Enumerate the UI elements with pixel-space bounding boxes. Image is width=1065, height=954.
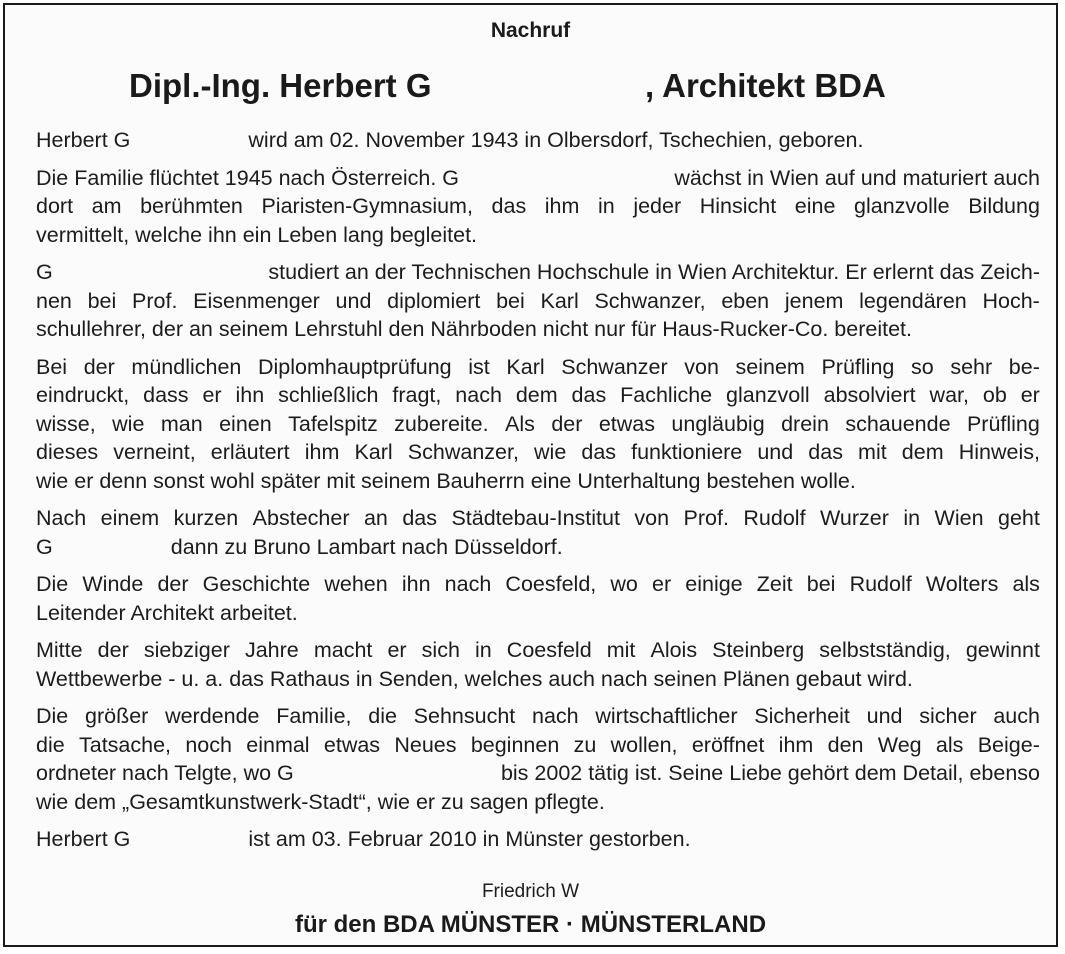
word: einem <box>100 506 160 530</box>
word: wirtschaftlicher <box>595 704 738 728</box>
word: mit <box>606 638 636 662</box>
word: das <box>491 194 527 218</box>
word: dem <box>515 383 558 407</box>
word: wo <box>610 572 638 596</box>
text-line <box>36 533 1040 562</box>
word: Die <box>36 572 69 596</box>
text-line <box>36 665 1040 694</box>
word: werdende <box>165 704 260 728</box>
word: bei <box>87 288 117 313</box>
obituary-heading: Nachruf <box>490 19 571 42</box>
word: selbstständig, <box>819 638 951 662</box>
word: Karl <box>506 354 545 379</box>
word: Wurzer <box>820 506 889 530</box>
word: Die <box>36 704 69 728</box>
obituary-paragraph <box>36 636 1040 693</box>
word: ihm <box>544 194 580 218</box>
word: Fachliche <box>620 383 713 407</box>
word: ihm <box>778 732 814 757</box>
word: größer <box>85 704 149 728</box>
word: Als <box>505 411 535 436</box>
line-segment: Herbert G <box>36 827 131 851</box>
line-segment: studiert an der Technischen Hochschule in Wien Architektur. Er erlernt das Zeich- <box>268 260 1040 284</box>
word: Prüfling <box>966 411 1040 436</box>
line-segment: G <box>36 534 53 559</box>
word: Rudolf <box>849 572 912 596</box>
word: bei <box>806 572 836 596</box>
word: funktioniere <box>631 440 743 464</box>
word: zu <box>573 732 597 757</box>
word: Eisenmenger <box>193 288 320 313</box>
obituary-paragraph <box>36 825 1040 854</box>
word: wisse, <box>36 411 96 436</box>
word: diplomiert <box>387 288 481 313</box>
text-line <box>36 164 1040 193</box>
word: Beige- <box>977 732 1040 757</box>
word: Jahre <box>244 638 299 662</box>
line-segment: dann zu Bruno Lambart nach Düsseldorf. <box>170 534 563 559</box>
word: die <box>368 704 397 728</box>
word: den <box>827 732 864 757</box>
word: Prof. <box>683 506 729 530</box>
text-line <box>36 570 1040 599</box>
word: etwas <box>323 732 381 757</box>
word: auch <box>993 704 1040 728</box>
word: der <box>157 572 189 596</box>
word: Karl <box>540 288 579 313</box>
text-line <box>36 410 1040 439</box>
word: mit <box>858 440 887 464</box>
word: Mitte <box>36 638 83 662</box>
word: sehr <box>950 354 993 379</box>
word: kurzen <box>173 506 239 530</box>
word: er <box>387 638 407 662</box>
word: die <box>36 732 65 757</box>
text-line <box>36 467 1040 496</box>
word: Coesfeld <box>506 638 592 662</box>
word: fragt, <box>392 383 442 407</box>
obituary-paragraph <box>36 258 1040 344</box>
line-segment: wie dem „Gesamtkunstwerk-Stadt“, wie er zu sagen pflegte. <box>36 789 605 814</box>
word: beginnen <box>470 732 560 757</box>
obituary-paragraph <box>36 164 1040 250</box>
word: eine <box>794 194 836 218</box>
word: wollen, <box>610 732 678 757</box>
line-segment: wie er denn sonst wohl später mit seinem Bauherrn eine Unterhaltung bestehen wolle. <box>36 468 856 493</box>
word: Piaristen-Gymnasium, <box>261 194 473 218</box>
word: eben <box>721 288 770 313</box>
word: sicher <box>919 704 977 728</box>
word: bei <box>496 288 525 313</box>
word: einige <box>685 572 743 596</box>
word: verneint, <box>113 440 196 464</box>
word: nach <box>455 383 502 407</box>
word: Neues <box>394 732 457 757</box>
word: Wien <box>934 506 984 530</box>
word: drein <box>781 411 829 436</box>
word: dass <box>143 383 189 407</box>
word: von <box>634 506 670 530</box>
word: nach <box>532 704 579 728</box>
word: und <box>757 440 794 464</box>
word: Karl <box>354 440 393 464</box>
word: eindruckt, <box>36 383 130 407</box>
line-segment: Die Familie flüchtet 1945 nach Österreich. G <box>36 165 460 190</box>
word: Bildung <box>968 194 1040 218</box>
word: und <box>335 288 372 313</box>
word: er <box>1020 383 1040 407</box>
word: Wolters <box>925 572 999 596</box>
word: der <box>97 638 129 662</box>
word: glanzvolle <box>854 194 950 218</box>
word: das <box>571 383 607 407</box>
word: Abstecher <box>252 506 350 530</box>
word: so <box>911 354 934 379</box>
word: Schwanzer <box>561 354 668 379</box>
line-segment: G <box>36 260 53 284</box>
obituary-frame <box>3 3 1058 947</box>
word: als <box>935 732 964 757</box>
line-segment: Herbert G <box>36 128 131 152</box>
word: Sehnsucht <box>413 704 516 728</box>
obituary-paragraph <box>36 126 1040 155</box>
obituary-body <box>36 126 1040 863</box>
text-line <box>36 759 1040 788</box>
word: war, <box>929 383 969 407</box>
word: ob <box>982 383 1007 407</box>
word: jenem <box>784 288 844 313</box>
word: und <box>866 704 903 728</box>
word: siebziger <box>143 638 230 662</box>
word: er <box>202 383 222 407</box>
word: das <box>581 440 617 464</box>
word: in <box>903 506 921 530</box>
text-line <box>36 636 1040 665</box>
obituary-paragraph <box>36 570 1040 627</box>
word: schließlich <box>278 383 379 407</box>
obituary-title-name: Dipl.-Ing. Herbert G <box>129 67 432 104</box>
word: Schwanzer, <box>594 288 706 313</box>
obituary-paragraph <box>36 353 1040 496</box>
word: sich <box>421 638 460 662</box>
word: Coesfeld, <box>505 572 597 596</box>
word: macht <box>313 638 373 662</box>
word: man <box>160 411 203 436</box>
word: Rudolf <box>743 506 806 530</box>
word: Sicherheit <box>754 704 850 728</box>
word: das <box>402 506 437 530</box>
word: Städtebau-Institut <box>451 506 620 530</box>
obituary-paragraph <box>36 702 1040 816</box>
word: er <box>652 572 672 596</box>
word: wie <box>112 411 145 436</box>
line-segment: Leitender Architekt arbeitet. <box>36 600 298 625</box>
word: Alois <box>650 638 698 662</box>
text-line <box>36 353 1040 382</box>
text-line <box>36 192 1040 221</box>
text-line <box>36 221 1040 250</box>
line-segment: wächst in Wien auf und maturiert auch <box>674 165 1040 190</box>
word: der <box>83 354 115 379</box>
word: berühmten <box>140 194 243 218</box>
word: dort <box>36 194 74 218</box>
word: in <box>598 194 615 218</box>
word: dieses <box>36 440 99 464</box>
word: Schwanzer, <box>407 440 519 464</box>
word: noch <box>185 732 232 757</box>
word: von <box>684 354 719 379</box>
word: mündlichen <box>131 354 242 379</box>
word: Hoch- <box>982 288 1040 313</box>
word: der <box>551 411 583 436</box>
word: geht <box>997 506 1040 530</box>
word: einmal <box>246 732 310 757</box>
word: seinem <box>735 354 805 379</box>
line-segment: schullehrer, der an seinem Lehrstuhl den Nährboden nicht nur für Haus-Rucker-Co. bereitet. <box>36 317 912 341</box>
word: einen <box>219 411 272 436</box>
obituary-title-profession: , Architekt BDA <box>645 67 886 104</box>
word: dem <box>901 440 944 464</box>
word: das <box>808 440 843 464</box>
word: nach <box>444 572 492 596</box>
word: Zeit <box>756 572 793 596</box>
line-segment: Wettbewerbe - u. a. das Rathaus in Senden, welches auch nach seinen Plänen gebaut wird. <box>36 666 913 691</box>
text-line <box>36 702 1040 731</box>
signer-organization: für den BDA MÜNSTER · MÜNSTERLAND <box>294 911 767 938</box>
word: ihm <box>304 440 340 464</box>
line-segment: bis 2002 tätig ist. Seine Liebe gehört dem Detail, ebenso <box>500 761 1040 785</box>
word: jeder <box>633 194 682 218</box>
word: Steinberg <box>712 638 805 662</box>
word: an <box>363 506 388 530</box>
text-line <box>36 315 1040 344</box>
word: Geschichte <box>202 572 311 596</box>
line-segment: ordneter nach Telgte, wo G <box>36 761 294 785</box>
word: in <box>474 638 492 662</box>
word: wehen <box>324 572 388 596</box>
word: Weg <box>877 732 922 757</box>
word: erläutert <box>210 440 290 464</box>
word: ungläubig <box>671 411 765 436</box>
text-line <box>36 258 1040 287</box>
line-segment: wird am 02. November 1943 in Olbersdorf, Tschechien, geboren. <box>248 128 864 152</box>
word: ihn <box>401 572 431 596</box>
word: absolviert <box>823 383 916 407</box>
word: zubereite. <box>394 411 489 436</box>
word: legendären <box>859 288 967 313</box>
word: wie <box>534 440 567 464</box>
word: als <box>1012 572 1040 596</box>
word: Prüfling <box>821 354 895 379</box>
word: ist <box>468 354 490 379</box>
word: Diplomhauptprüfung <box>258 354 452 379</box>
word: Winde <box>82 572 144 596</box>
text-line <box>36 788 1040 817</box>
text-line <box>36 599 1040 628</box>
word: Nach <box>36 506 87 530</box>
word: Tafelspitz <box>288 411 378 436</box>
text-line <box>36 381 1040 410</box>
text-line <box>36 438 1040 467</box>
word: Bei <box>36 354 68 379</box>
word: Familie, <box>276 704 352 728</box>
text-line <box>36 504 1040 533</box>
signer-name: Friedrich W <box>481 881 580 902</box>
word: Tatsache, <box>79 732 172 757</box>
word: am <box>91 194 122 218</box>
word: ihn <box>235 383 265 407</box>
word: glanzvoll <box>726 383 810 407</box>
word: Hinsicht <box>699 194 777 218</box>
text-line <box>36 126 1040 155</box>
word: Hinweis, <box>958 440 1040 464</box>
line-segment: ist am 03. Februar 2010 in Münster gestorben. <box>248 827 691 851</box>
text-line <box>36 825 1040 854</box>
word: be- <box>1008 354 1040 379</box>
text-line <box>36 287 1040 316</box>
word: schauende <box>845 411 951 436</box>
word: nen <box>36 288 72 313</box>
obituary-paragraph <box>36 504 1040 561</box>
word: eröffnet <box>691 732 765 757</box>
word: etwas <box>598 411 655 436</box>
word: Prof. <box>132 288 178 313</box>
word: gewinnt <box>965 638 1040 662</box>
text-line <box>36 731 1040 760</box>
line-segment: vermittelt, welche ihn ein Leben lang begleitet. <box>36 222 478 247</box>
